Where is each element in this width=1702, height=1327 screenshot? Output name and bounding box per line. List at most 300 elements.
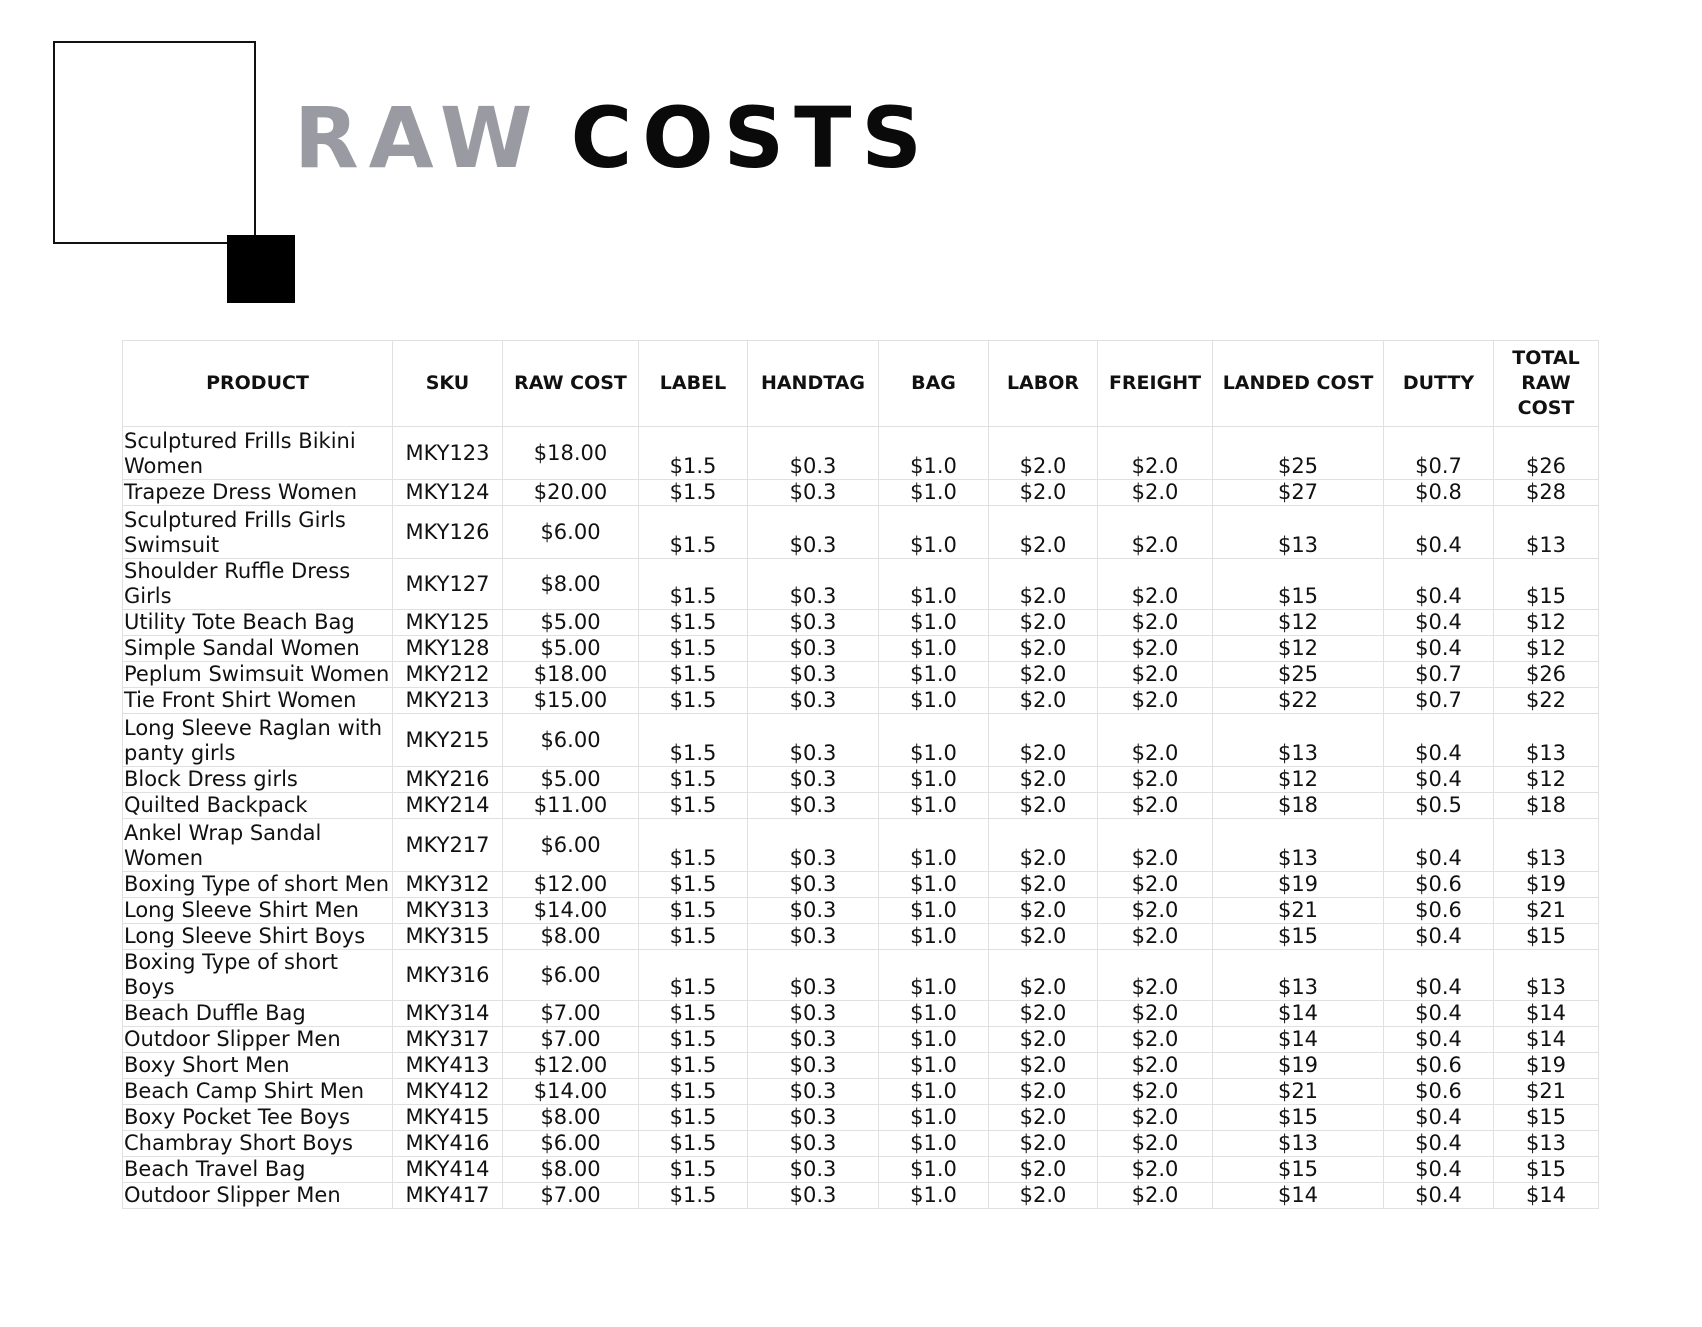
cell-bag: $1.0	[879, 1001, 989, 1027]
cell-labor: $2.0	[989, 1053, 1098, 1079]
cell-labor: $2.0	[989, 688, 1098, 714]
cell-freight: $2.0	[1098, 1183, 1213, 1209]
cell-total-raw-cost: $12	[1494, 767, 1599, 793]
cell-total-raw-cost: $22	[1494, 688, 1599, 714]
cell-label: $1.5	[639, 427, 748, 480]
cell-labor: $2.0	[989, 898, 1098, 924]
cell-handtag: $0.3	[748, 1105, 879, 1131]
cell-label: $1.5	[639, 819, 748, 872]
cell-freight: $2.0	[1098, 898, 1213, 924]
decorative-black-square	[227, 235, 295, 303]
table-row	[123, 480, 1599, 506]
cell-dutty: $0.5	[1384, 793, 1494, 819]
cell-label: $1.5	[639, 872, 748, 898]
cell-landed-cost: $12	[1213, 636, 1384, 662]
cell-total-raw-cost: $21	[1494, 898, 1599, 924]
page-title-costs: COSTS	[570, 89, 932, 187]
cell-total-raw-cost: $19	[1494, 1053, 1599, 1079]
cell-sku: MKY417	[393, 1183, 503, 1209]
cell-sku: MKY214	[393, 793, 503, 819]
cell-sku: MKY415	[393, 1105, 503, 1131]
cell-labor: $2.0	[989, 1001, 1098, 1027]
table-row	[123, 1053, 1599, 1079]
cell-raw-cost: $5.00	[503, 767, 639, 793]
page-title-raw: RAW	[294, 89, 543, 187]
cell-raw-cost: $8.00	[503, 559, 639, 610]
cell-dutty: $0.8	[1384, 480, 1494, 506]
cell-product: Beach Duffle Bag	[123, 1001, 393, 1027]
table-row	[123, 636, 1599, 662]
cell-dutty: $0.4	[1384, 559, 1494, 610]
cell-freight: $2.0	[1098, 427, 1213, 480]
cell-freight: $2.0	[1098, 1105, 1213, 1131]
cell-product: Sculptured Frills Bikini Women	[123, 427, 393, 480]
cell-landed-cost: $19	[1213, 1053, 1384, 1079]
header-bag: BAG	[879, 341, 989, 427]
cell-bag: $1.0	[879, 427, 989, 480]
header-freight: FREIGHT	[1098, 341, 1213, 427]
header-total-raw-cost: TOTAL RAW COST	[1494, 341, 1599, 427]
cell-product: Simple Sandal Women	[123, 636, 393, 662]
cell-label: $1.5	[639, 610, 748, 636]
cell-handtag: $0.3	[748, 819, 879, 872]
table-row	[123, 819, 1599, 872]
cell-label: $1.5	[639, 898, 748, 924]
cell-dutty: $0.4	[1384, 924, 1494, 950]
cell-landed-cost: $14	[1213, 1001, 1384, 1027]
cell-labor: $2.0	[989, 950, 1098, 1001]
cell-label: $1.5	[639, 480, 748, 506]
cell-raw-cost: $12.00	[503, 872, 639, 898]
cell-landed-cost: $14	[1213, 1027, 1384, 1053]
cell-landed-cost: $18	[1213, 793, 1384, 819]
cell-dutty: $0.4	[1384, 1105, 1494, 1131]
cell-sku: MKY316	[393, 950, 503, 1001]
page-title	[294, 89, 932, 187]
cell-sku: MKY213	[393, 688, 503, 714]
table-row	[123, 950, 1599, 1001]
cell-raw-cost: $12.00	[503, 1053, 639, 1079]
cell-sku: MKY215	[393, 714, 503, 767]
cell-dutty: $0.4	[1384, 506, 1494, 559]
cell-labor: $2.0	[989, 714, 1098, 767]
cell-bag: $1.0	[879, 662, 989, 688]
cell-sku: MKY416	[393, 1131, 503, 1157]
cell-total-raw-cost: $15	[1494, 924, 1599, 950]
cell-sku: MKY314	[393, 1001, 503, 1027]
cell-total-raw-cost: $14	[1494, 1183, 1599, 1209]
header-landed-cost: LANDED COST	[1213, 341, 1384, 427]
raw-costs-table	[122, 340, 1599, 1209]
cell-labor: $2.0	[989, 480, 1098, 506]
cell-labor: $2.0	[989, 662, 1098, 688]
cell-sku: MKY217	[393, 819, 503, 872]
cell-total-raw-cost: $26	[1494, 662, 1599, 688]
cell-sku: MKY125	[393, 610, 503, 636]
cell-product: Shoulder Ruffle Dress Girls	[123, 559, 393, 610]
cell-dutty: $0.4	[1384, 767, 1494, 793]
cell-landed-cost: $15	[1213, 559, 1384, 610]
cell-total-raw-cost: $13	[1494, 950, 1599, 1001]
cell-label: $1.5	[639, 924, 748, 950]
cell-handtag: $0.3	[748, 662, 879, 688]
header-sku: SKU	[393, 341, 503, 427]
cell-handtag: $0.3	[748, 898, 879, 924]
cell-handtag: $0.3	[748, 950, 879, 1001]
cell-dutty: $0.4	[1384, 610, 1494, 636]
cell-total-raw-cost: $12	[1494, 610, 1599, 636]
cell-label: $1.5	[639, 1157, 748, 1183]
cell-bag: $1.0	[879, 714, 989, 767]
cell-dutty: $0.4	[1384, 1157, 1494, 1183]
cell-total-raw-cost: $28	[1494, 480, 1599, 506]
cell-raw-cost: $18.00	[503, 662, 639, 688]
cell-label: $1.5	[639, 1183, 748, 1209]
cell-total-raw-cost: $13	[1494, 506, 1599, 559]
table-row	[123, 1157, 1599, 1183]
cell-product: Long Sleeve Raglan with panty girls	[123, 714, 393, 767]
cell-handtag: $0.3	[748, 1131, 879, 1157]
cell-labor: $2.0	[989, 1157, 1098, 1183]
cell-raw-cost: $7.00	[503, 1183, 639, 1209]
cell-product: Outdoor Slipper Men	[123, 1183, 393, 1209]
cell-handtag: $0.3	[748, 1027, 879, 1053]
cell-freight: $2.0	[1098, 872, 1213, 898]
cell-label: $1.5	[639, 950, 748, 1001]
cell-dutty: $0.4	[1384, 714, 1494, 767]
cell-label: $1.5	[639, 1053, 748, 1079]
cell-handtag: $0.3	[748, 924, 879, 950]
cell-raw-cost: $8.00	[503, 1105, 639, 1131]
cell-raw-cost: $15.00	[503, 688, 639, 714]
cell-dutty: $0.6	[1384, 1079, 1494, 1105]
cell-bag: $1.0	[879, 898, 989, 924]
cell-total-raw-cost: $19	[1494, 872, 1599, 898]
cell-product: Trapeze Dress Women	[123, 480, 393, 506]
cell-landed-cost: $25	[1213, 662, 1384, 688]
cell-raw-cost: $5.00	[503, 610, 639, 636]
table-row	[123, 924, 1599, 950]
cell-labor: $2.0	[989, 1079, 1098, 1105]
cell-raw-cost: $18.00	[503, 427, 639, 480]
cell-bag: $1.0	[879, 1027, 989, 1053]
cell-product: Beach Travel Bag	[123, 1157, 393, 1183]
cell-labor: $2.0	[989, 872, 1098, 898]
cell-handtag: $0.3	[748, 1183, 879, 1209]
cell-landed-cost: $13	[1213, 819, 1384, 872]
cell-landed-cost: $19	[1213, 872, 1384, 898]
table-row	[123, 714, 1599, 767]
cell-freight: $2.0	[1098, 767, 1213, 793]
cell-bag: $1.0	[879, 480, 989, 506]
cell-raw-cost: $6.00	[503, 819, 639, 872]
cell-total-raw-cost: $14	[1494, 1027, 1599, 1053]
table-body	[123, 427, 1599, 1209]
cell-freight: $2.0	[1098, 636, 1213, 662]
decorative-outline-square	[53, 41, 256, 244]
cell-landed-cost: $22	[1213, 688, 1384, 714]
header-product: PRODUCT	[123, 341, 393, 427]
cell-raw-cost: $6.00	[503, 506, 639, 559]
table-row	[123, 1105, 1599, 1131]
cell-raw-cost: $6.00	[503, 950, 639, 1001]
cell-freight: $2.0	[1098, 819, 1213, 872]
cell-dutty: $0.7	[1384, 427, 1494, 480]
cell-freight: $2.0	[1098, 662, 1213, 688]
cell-landed-cost: $15	[1213, 1105, 1384, 1131]
cell-labor: $2.0	[989, 767, 1098, 793]
table-row	[123, 1079, 1599, 1105]
cell-dutty: $0.6	[1384, 1053, 1494, 1079]
table-row	[123, 610, 1599, 636]
cell-freight: $2.0	[1098, 559, 1213, 610]
cell-sku: MKY126	[393, 506, 503, 559]
cell-raw-cost: $8.00	[503, 1157, 639, 1183]
cell-labor: $2.0	[989, 1027, 1098, 1053]
cell-bag: $1.0	[879, 559, 989, 610]
cell-labor: $2.0	[989, 819, 1098, 872]
cell-dutty: $0.4	[1384, 1001, 1494, 1027]
table-row	[123, 1131, 1599, 1157]
cell-product: Long Sleeve Shirt Boys	[123, 924, 393, 950]
cell-freight: $2.0	[1098, 1001, 1213, 1027]
cell-labor: $2.0	[989, 636, 1098, 662]
cell-total-raw-cost: $13	[1494, 819, 1599, 872]
cell-freight: $2.0	[1098, 1027, 1213, 1053]
table-row	[123, 767, 1599, 793]
cell-raw-cost: $7.00	[503, 1027, 639, 1053]
cell-label: $1.5	[639, 1001, 748, 1027]
table-row	[123, 427, 1599, 480]
cell-total-raw-cost: $21	[1494, 1079, 1599, 1105]
cell-bag: $1.0	[879, 767, 989, 793]
cell-bag: $1.0	[879, 872, 989, 898]
table-header-row	[123, 341, 1599, 427]
cell-total-raw-cost: $13	[1494, 1131, 1599, 1157]
header-dutty: DUTTY	[1384, 341, 1494, 427]
cell-bag: $1.0	[879, 1105, 989, 1131]
cell-labor: $2.0	[989, 924, 1098, 950]
cell-product: Ankel Wrap Sandal Women	[123, 819, 393, 872]
header-raw-cost: RAW COST	[503, 341, 639, 427]
cell-landed-cost: $15	[1213, 1157, 1384, 1183]
cell-handtag: $0.3	[748, 636, 879, 662]
cell-freight: $2.0	[1098, 480, 1213, 506]
cell-product: Beach Camp Shirt Men	[123, 1079, 393, 1105]
cell-bag: $1.0	[879, 1053, 989, 1079]
cell-labor: $2.0	[989, 793, 1098, 819]
cell-sku: MKY128	[393, 636, 503, 662]
cell-total-raw-cost: $13	[1494, 714, 1599, 767]
cell-product: Quilted Backpack	[123, 793, 393, 819]
cell-dutty: $0.7	[1384, 662, 1494, 688]
cell-freight: $2.0	[1098, 1079, 1213, 1105]
cell-bag: $1.0	[879, 819, 989, 872]
cell-landed-cost: $12	[1213, 767, 1384, 793]
cell-dutty: $0.4	[1384, 636, 1494, 662]
cell-dutty: $0.4	[1384, 1027, 1494, 1053]
cell-freight: $2.0	[1098, 793, 1213, 819]
cell-bag: $1.0	[879, 610, 989, 636]
cell-product: Utility Tote Beach Bag	[123, 610, 393, 636]
cell-product: Boxy Short Men	[123, 1053, 393, 1079]
cell-label: $1.5	[639, 559, 748, 610]
cell-freight: $2.0	[1098, 506, 1213, 559]
table-row	[123, 898, 1599, 924]
cell-total-raw-cost: $18	[1494, 793, 1599, 819]
cell-product: Tie Front Shirt Women	[123, 688, 393, 714]
cell-label: $1.5	[639, 688, 748, 714]
cell-raw-cost: $5.00	[503, 636, 639, 662]
cell-handtag: $0.3	[748, 427, 879, 480]
cell-sku: MKY124	[393, 480, 503, 506]
cell-landed-cost: $13	[1213, 950, 1384, 1001]
cell-total-raw-cost: $15	[1494, 1105, 1599, 1131]
table-row	[123, 793, 1599, 819]
cell-sku: MKY123	[393, 427, 503, 480]
cell-total-raw-cost: $12	[1494, 636, 1599, 662]
cell-bag: $1.0	[879, 1131, 989, 1157]
cell-handtag: $0.3	[748, 610, 879, 636]
table-row	[123, 662, 1599, 688]
cell-label: $1.5	[639, 506, 748, 559]
header-labor: LABOR	[989, 341, 1098, 427]
table-row	[123, 506, 1599, 559]
cell-handtag: $0.3	[748, 1157, 879, 1183]
cell-sku: MKY317	[393, 1027, 503, 1053]
cell-label: $1.5	[639, 793, 748, 819]
cell-freight: $2.0	[1098, 1053, 1213, 1079]
cell-landed-cost: $13	[1213, 1131, 1384, 1157]
cell-dutty: $0.4	[1384, 950, 1494, 1001]
cell-handtag: $0.3	[748, 506, 879, 559]
cell-label: $1.5	[639, 1131, 748, 1157]
cell-bag: $1.0	[879, 1183, 989, 1209]
cell-freight: $2.0	[1098, 688, 1213, 714]
cell-freight: $2.0	[1098, 610, 1213, 636]
cell-labor: $2.0	[989, 506, 1098, 559]
cell-handtag: $0.3	[748, 1053, 879, 1079]
cell-bag: $1.0	[879, 950, 989, 1001]
cell-product: Outdoor Slipper Men	[123, 1027, 393, 1053]
cell-sku: MKY216	[393, 767, 503, 793]
cell-label: $1.5	[639, 636, 748, 662]
cell-raw-cost: $6.00	[503, 714, 639, 767]
cell-landed-cost: $13	[1213, 714, 1384, 767]
cell-landed-cost: $14	[1213, 1183, 1384, 1209]
cell-sku: MKY212	[393, 662, 503, 688]
cell-freight: $2.0	[1098, 924, 1213, 950]
cell-handtag: $0.3	[748, 688, 879, 714]
cell-raw-cost: $6.00	[503, 1131, 639, 1157]
cell-landed-cost: $25	[1213, 427, 1384, 480]
cell-raw-cost: $8.00	[503, 924, 639, 950]
cell-labor: $2.0	[989, 1131, 1098, 1157]
cell-label: $1.5	[639, 714, 748, 767]
cell-handtag: $0.3	[748, 559, 879, 610]
table-row	[123, 1001, 1599, 1027]
cell-landed-cost: $15	[1213, 924, 1384, 950]
cell-handtag: $0.3	[748, 872, 879, 898]
cell-raw-cost: $20.00	[503, 480, 639, 506]
cell-landed-cost: $13	[1213, 506, 1384, 559]
cell-product: Peplum Swimsuit Women	[123, 662, 393, 688]
cell-product: Long Sleeve Shirt Men	[123, 898, 393, 924]
cell-freight: $2.0	[1098, 950, 1213, 1001]
cell-handtag: $0.3	[748, 1079, 879, 1105]
cell-sku: MKY315	[393, 924, 503, 950]
cell-total-raw-cost: $14	[1494, 1001, 1599, 1027]
cell-raw-cost: $11.00	[503, 793, 639, 819]
header-handtag: HANDTAG	[748, 341, 879, 427]
header-label: LABEL	[639, 341, 748, 427]
cell-labor: $2.0	[989, 559, 1098, 610]
cell-product: Block Dress girls	[123, 767, 393, 793]
cell-dutty: $0.4	[1384, 819, 1494, 872]
cell-landed-cost: $27	[1213, 480, 1384, 506]
cell-product: Boxing Type of short Boys	[123, 950, 393, 1001]
cell-product: Chambray Short Boys	[123, 1131, 393, 1157]
cell-bag: $1.0	[879, 688, 989, 714]
cell-labor: $2.0	[989, 1105, 1098, 1131]
cell-labor: $2.0	[989, 610, 1098, 636]
cell-dutty: $0.7	[1384, 688, 1494, 714]
cell-handtag: $0.3	[748, 793, 879, 819]
cell-landed-cost: $21	[1213, 898, 1384, 924]
cell-sku: MKY312	[393, 872, 503, 898]
cell-label: $1.5	[639, 662, 748, 688]
cell-label: $1.5	[639, 767, 748, 793]
cell-label: $1.5	[639, 1079, 748, 1105]
table-row	[123, 1183, 1599, 1209]
cell-handtag: $0.3	[748, 480, 879, 506]
cell-bag: $1.0	[879, 1157, 989, 1183]
cell-sku: MKY413	[393, 1053, 503, 1079]
cell-sku: MKY412	[393, 1079, 503, 1105]
cell-dutty: $0.6	[1384, 872, 1494, 898]
cell-bag: $1.0	[879, 506, 989, 559]
table-row	[123, 559, 1599, 610]
cell-dutty: $0.4	[1384, 1131, 1494, 1157]
cell-bag: $1.0	[879, 1079, 989, 1105]
cell-raw-cost: $7.00	[503, 1001, 639, 1027]
cell-sku: MKY313	[393, 898, 503, 924]
cell-bag: $1.0	[879, 924, 989, 950]
cell-product: Boxing Type of short Men	[123, 872, 393, 898]
cell-handtag: $0.3	[748, 714, 879, 767]
cell-dutty: $0.6	[1384, 898, 1494, 924]
cell-labor: $2.0	[989, 1183, 1098, 1209]
cell-freight: $2.0	[1098, 1131, 1213, 1157]
cell-sku: MKY414	[393, 1157, 503, 1183]
cell-landed-cost: $21	[1213, 1079, 1384, 1105]
cell-freight: $2.0	[1098, 1157, 1213, 1183]
cell-total-raw-cost: $15	[1494, 559, 1599, 610]
cell-raw-cost: $14.00	[503, 898, 639, 924]
cell-sku: MKY127	[393, 559, 503, 610]
cell-landed-cost: $12	[1213, 610, 1384, 636]
cell-dutty: $0.4	[1384, 1183, 1494, 1209]
cell-label: $1.5	[639, 1027, 748, 1053]
cell-handtag: $0.3	[748, 767, 879, 793]
cell-product: Sculptured Frills Girls Swimsuit	[123, 506, 393, 559]
cell-freight: $2.0	[1098, 714, 1213, 767]
cell-bag: $1.0	[879, 636, 989, 662]
cell-label: $1.5	[639, 1105, 748, 1131]
cell-total-raw-cost: $26	[1494, 427, 1599, 480]
table-row	[123, 872, 1599, 898]
cell-labor: $2.0	[989, 427, 1098, 480]
